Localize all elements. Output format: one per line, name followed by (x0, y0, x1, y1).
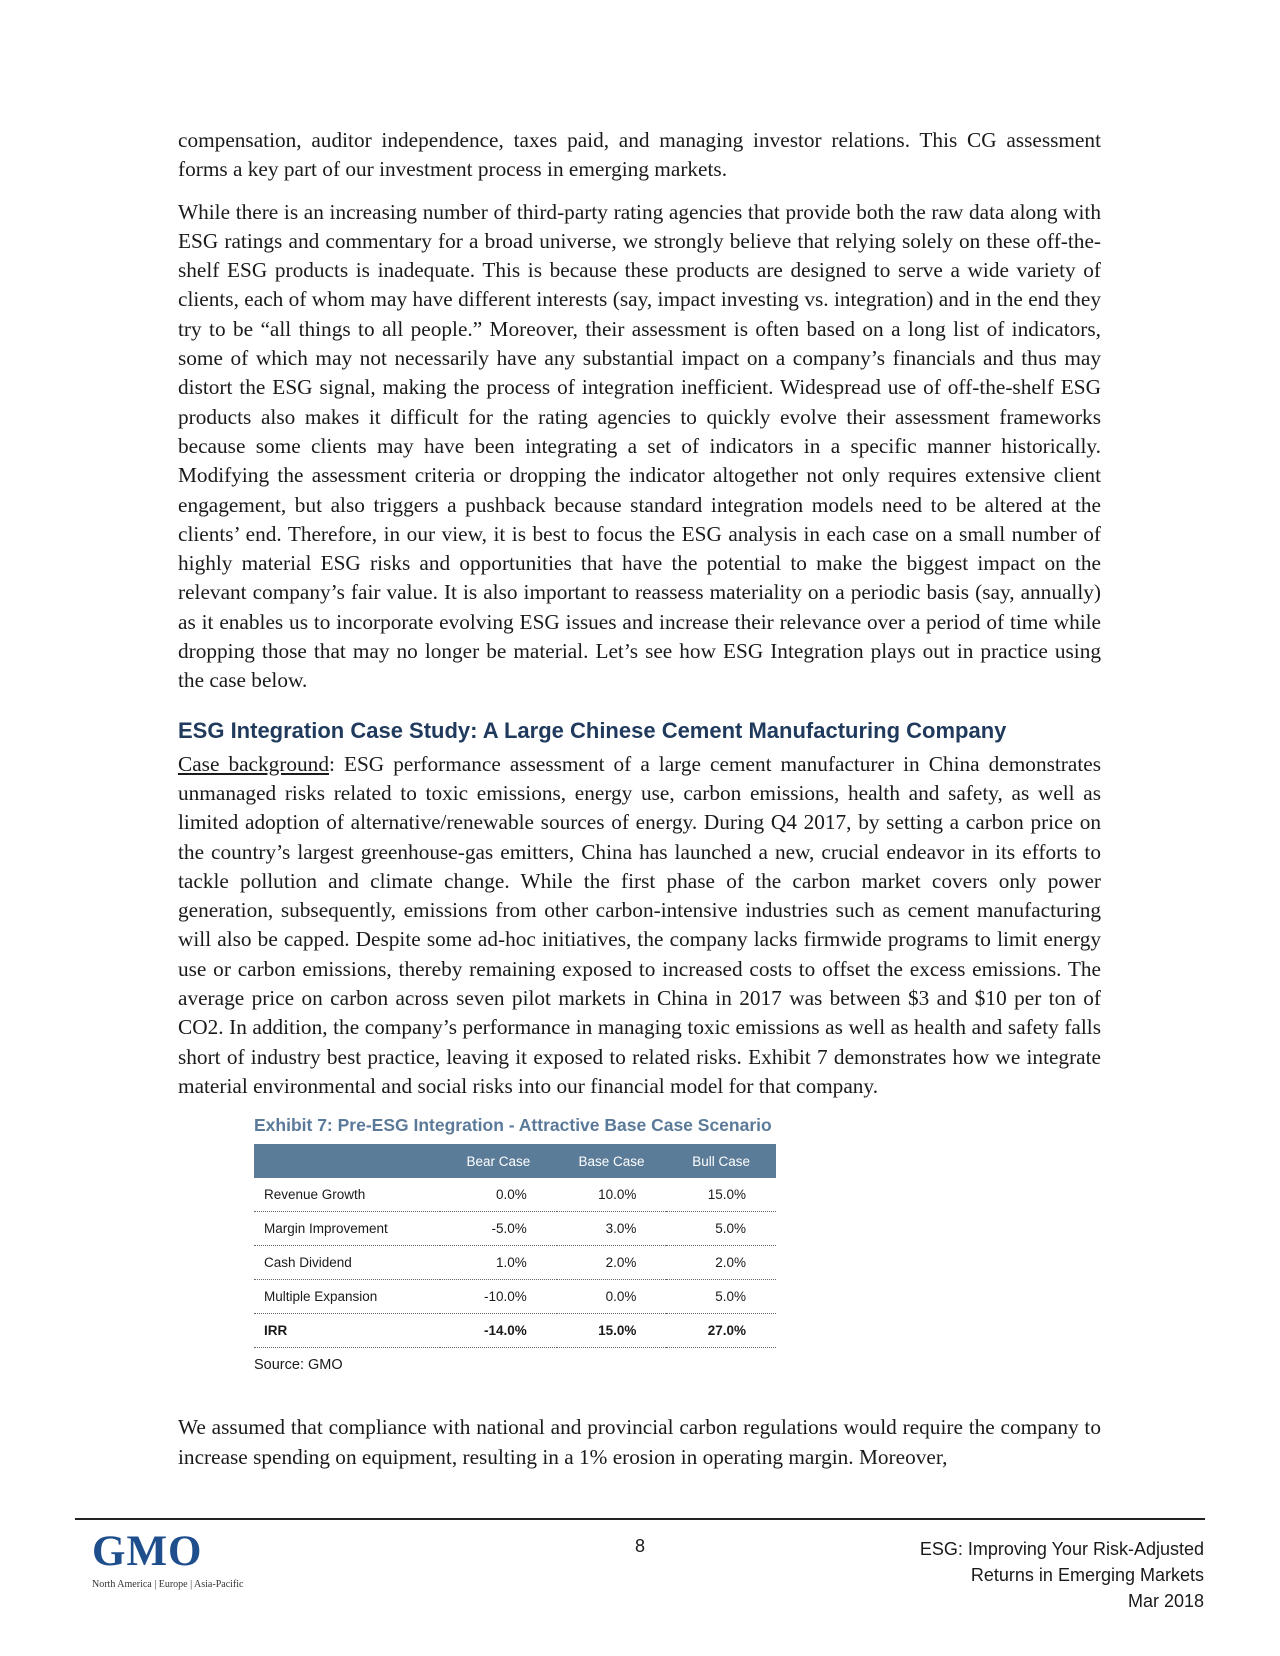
exhibit-source: Source: GMO (254, 1357, 343, 1374)
gmo-logo (92, 1528, 243, 1590)
table-row (254, 1246, 776, 1280)
table-row (254, 1212, 776, 1246)
table-row (254, 1178, 776, 1212)
row-label: Cash Dividend (254, 1246, 440, 1280)
row-label: Multiple Expansion (254, 1280, 440, 1314)
table-header-row (254, 1144, 776, 1178)
case-background-label: Case background (178, 751, 329, 776)
footer-title-line1: ESG: Improving Your Risk-Adjusted (919, 1539, 1204, 1559)
cell-bear: 1.0% (440, 1246, 557, 1280)
cell-bear: -10.0% (440, 1280, 557, 1314)
cell-bear: -14.0% (440, 1314, 557, 1348)
table-row (254, 1280, 776, 1314)
page-number: 8 (634, 1536, 645, 1556)
row-label: IRR (254, 1314, 440, 1348)
footer-title-line2: Returns in Emerging Markets (970, 1565, 1204, 1585)
footer-divider (75, 1518, 1205, 1520)
section-heading-case-study: ESG Integration Case Study: A Large Chinese Cement Manufacturing Company (178, 717, 1007, 743)
footer-document-title (920, 1536, 1204, 1614)
paragraph-carbon-assumption: We assumed that compliance with national and provincial carbon regulations would require the company to increase spending on equipment, resulting in a 1% erosion in operating margin. Moreover, (178, 1415, 1101, 1469)
table-header-blank (254, 1144, 440, 1178)
exhibit-7 (254, 1115, 776, 1373)
cell-bull: 15.0% (666, 1178, 776, 1212)
paragraph-third-party-ratings: While there is an increasing number of third-party rating agencies that provide both the raw data along with ESG ratings and commentary for a broad universe, we strongly believe that relying solely on these off-the-shelf ESG products is inadequate. This is because these products are designed to serve a wide variety of clients, each of whom may have different interests (say, impact investing vs. integration) and in the end they try to be “all things to all people.” Moreover, their assessment is often based on a long list of indicators, some of which may not necessarily have any substantial impact on a company’s financials and thus may distort the ESG signal, making the process of integration inefficient. Widespread use of off-the-shelf ESG products also makes it difficult for the rating agencies to quickly evolve their assessment frameworks because some clients may have been integrating a set of indicators in a specific manner historically. Modifying the assessment criteria or dropping the indicator altogether not only requires extensive client engagement, but also triggers a pushback because standard integration models need to be altered at the clients’ end. Therefore, in our view, it is best to focus the ESG analysis in each case on a small number of highly material ESG risks and opportunities that have the potential to make the biggest impact on the relevant company’s fair value. It is also important to reassess materiality on a periodic basis (say, annually) as it enables us to incorporate evolving ESG issues and increase their relevance over a period of time while dropping those that may no longer be material. Let’s see how ESG Integration plays out in practice using the case below. (178, 199, 1101, 693)
cell-bull: 5.0% (666, 1212, 776, 1246)
cell-base: 0.0% (557, 1280, 667, 1314)
table-row-irr (254, 1314, 776, 1348)
footer-date: Mar 2018 (1127, 1591, 1204, 1611)
cell-base: 15.0% (557, 1314, 667, 1348)
cell-bull: 27.0% (666, 1314, 776, 1348)
paragraph-case-background (178, 750, 1101, 1102)
logo-wordmark: GMO (92, 1528, 203, 1575)
cell-bear: -5.0% (440, 1212, 557, 1246)
scenario-table (254, 1144, 776, 1348)
row-label: Margin Improvement (254, 1212, 440, 1246)
table-header-bear: Bear Case (440, 1144, 557, 1178)
cell-bull: 2.0% (666, 1246, 776, 1280)
case-background-text: : ESG performance assessment of a large cement manufacturer in China demonstrates unmanaged risks related to toxic emissions, energy use, carbon emissions, health and safety, as well as limited adoption of alternative/renewable sources of energy. During Q4 2017, by setting a carbon price on the country’s largest greenhouse-gas emitters, China has launched a new, crucial endeavor in its efforts to tackle pollution and climate change. While the first phase of the carbon market covers only power generation, subsequently, emissions from other carbon-intensive industries such as cement manufacturing will also be capped. Despite some ad-hoc initiatives, the company lacks firmwide programs to limit energy use or carbon emissions, thereby remaining exposed to increased costs to offset the excess emissions. The average price on carbon across seven pilot markets in China in 2017 was between $3 and $10 per ton of CO2. In addition, the company’s performance in managing toxic emissions as well as health and safety falls short of industry best practice, leaving it exposed to related risks. Exhibit 7 demonstrates how we integrate material environmental and social risks into our financial model for that company. (178, 751, 1101, 1098)
row-label: Revenue Growth (254, 1178, 440, 1212)
table-header-bull: Bull Case (666, 1144, 776, 1178)
page-content (178, 126, 1101, 1485)
cell-bear: 0.0% (440, 1178, 557, 1212)
cell-bull: 5.0% (666, 1280, 776, 1314)
exhibit-title: Exhibit 7: Pre-ESG Integration - Attractive Base Case Scenario (254, 1115, 772, 1136)
cell-base: 2.0% (557, 1246, 667, 1280)
cell-base: 10.0% (557, 1178, 667, 1212)
logo-regions: North America | Europe | Asia-Pacific (92, 1579, 244, 1590)
table-header-base: Base Case (557, 1144, 667, 1178)
paragraph-cg-assessment: compensation, auditor independence, taxes paid, and managing investor relations. This CG assessment forms a key part of our investment process in emerging markets. (178, 128, 1101, 182)
cell-base: 3.0% (557, 1212, 667, 1246)
